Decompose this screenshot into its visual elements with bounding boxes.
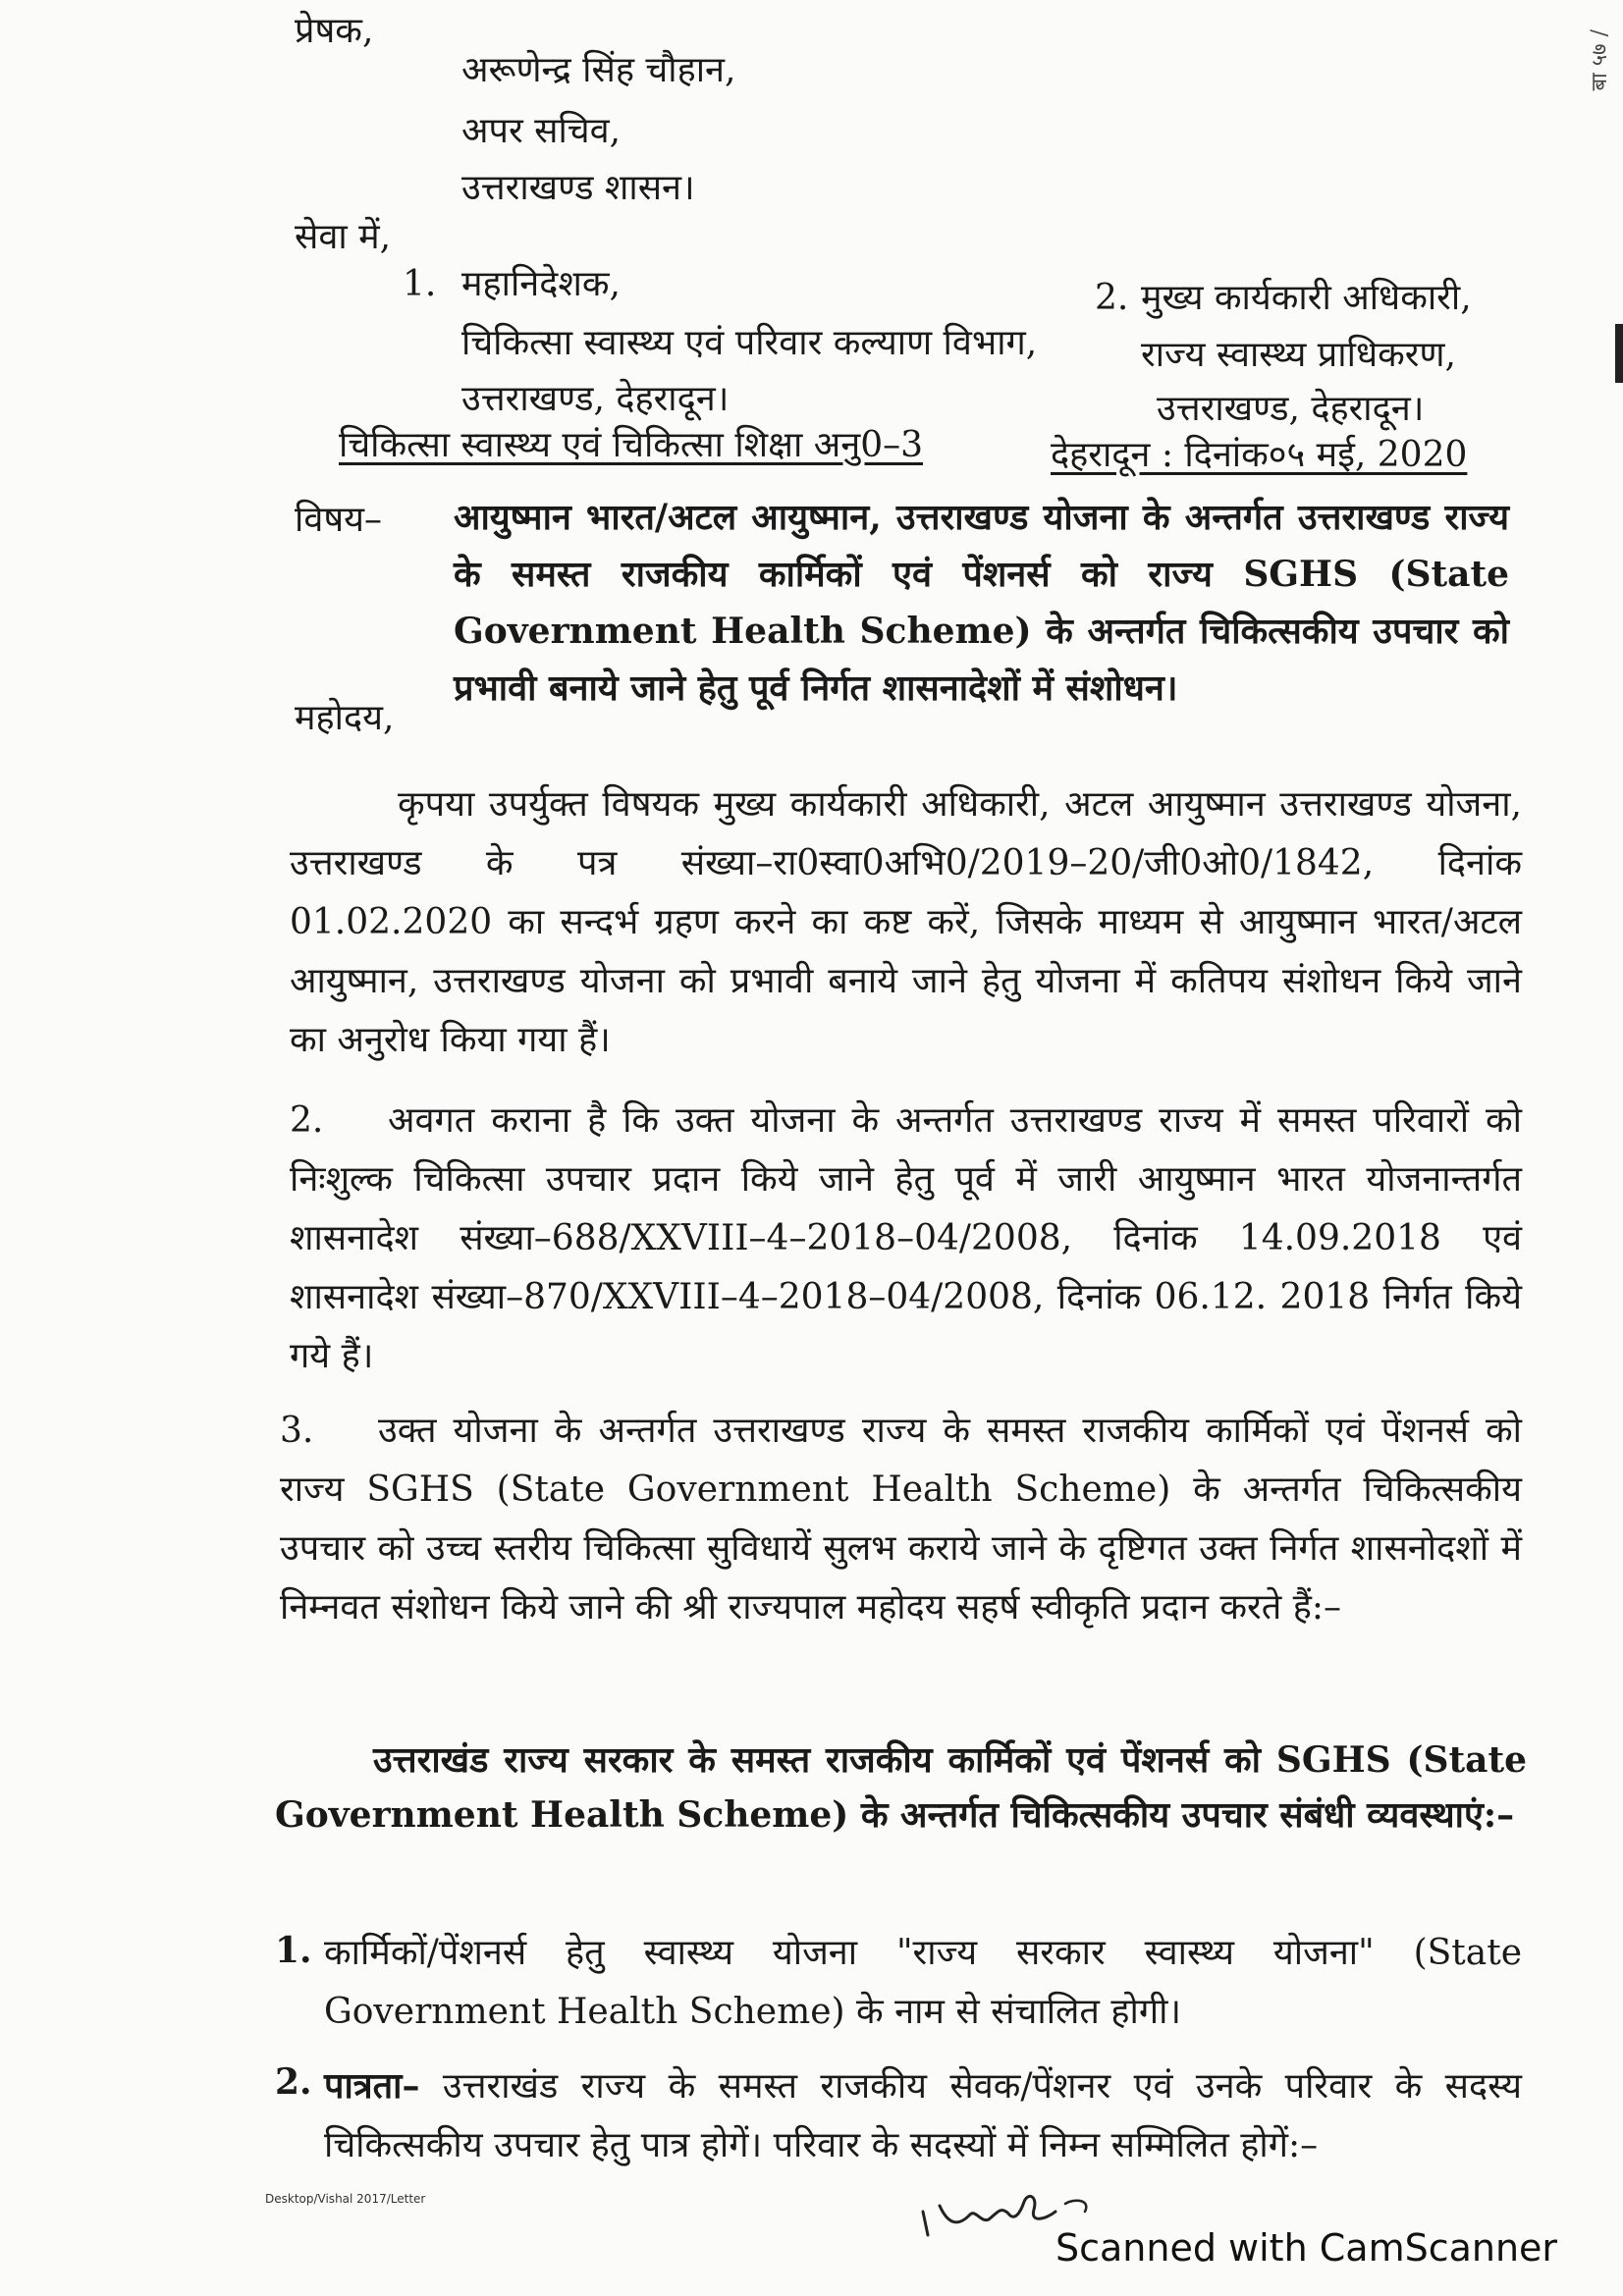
item-2-number: 2. bbox=[275, 2061, 312, 2103]
recipient-2-location: उत्तराखण्ड, देहरादून। bbox=[1157, 389, 1425, 429]
recipients-label: सेवा में, bbox=[295, 217, 392, 257]
paragraph-1 bbox=[290, 775, 1522, 1070]
arrangements-heading-text: उत्तराखंड राज्य सरकार के समस्त राजकीय कार्मिकों एवं पेंशनर्स को SGHS (State Government Health Scheme) के अन्तर्गत चिकित्सकीय उपचार संबंधी व्यवस्थाएं:– bbox=[275, 1739, 1527, 1836]
item-1-text: कार्मिकों/पेंशनर्स हेतु स्वास्थ्य योजना "राज्य सरकार स्वास्थ्य योजना" (State Government Health Scheme) के नाम से संचालित होगी। bbox=[324, 1933, 1522, 2032]
paragraph-3-number: 3. bbox=[280, 1411, 314, 1451]
date-line: देहरादून : दिनांक०५ मई, 2020 bbox=[1051, 435, 1468, 475]
margin-note: बा ५७ / bbox=[1588, 29, 1612, 91]
page-edge-mark bbox=[1615, 324, 1623, 383]
paragraph-1-text: कृपया उपर्युक्त विषयक मुख्य कार्यकारी अधिकारी, अटल आयुष्मान उत्तराखण्ड योजना, उत्तराखण्ड के पत्र संख्या–रा0स्वा0अभि0/2019–20/जी0ओ0/1842, दिनांक 01.02.2020 का सन्दर्भ ग्रहण करने का कष्ट करें, जिसके माध्यम से आयुष्मान भारत/अटल आयुष्मान, उत्तराखण्ड योजना को प्रभावी बनाये जाने हेतु योजना में कतिपय संशोधन किये जाने का अनुरोध किया गया हैं। bbox=[290, 784, 1522, 1060]
camscanner-watermark: Scanned with CamScanner bbox=[1055, 2226, 1558, 2269]
section-line: चिकित्सा स्वास्थ्य एवं चिकित्सा शिक्षा अनु0–3 bbox=[339, 425, 924, 465]
item-2-text: उत्तराखंड राज्य के समस्त राजकीय सेवक/पेंशनर एवं उनके परिवार के सदस्य चिकित्सकीय उपचार हेतु पात्र होगें। परिवार के सदस्यों में निम्न सम्मिलित होगें:– bbox=[324, 2066, 1522, 2165]
recipient-1-department: चिकित्सा स्वास्थ्य एवं परिवार कल्याण विभाग, bbox=[461, 323, 1038, 363]
salutation: महोदय, bbox=[295, 698, 395, 738]
footer-file-reference: Desktop/Vishal 2017/Letter bbox=[265, 2192, 426, 2206]
paragraph-2 bbox=[290, 1092, 1522, 1386]
sender-label: प्रेषक, bbox=[295, 11, 374, 51]
item-2 bbox=[324, 2056, 1522, 2175]
paragraph-3 bbox=[280, 1402, 1522, 1637]
paragraph-3-text: उक्त योजना के अन्तर्गत उत्तराखण्ड राज्य के समस्त राजकीय कार्मिकों एवं पेंशनर्स को राज्य SGHS (State Government Health Scheme) के अन्तर्गत चिकित्सकीय उपचार को उच्च स्तरीय चिकित्सा सुविधायें सुलभ कराये जाने के दृष्टिगत उक्त निर्गत शासनोदशों में निम्नवत संशोधन किये जाने की श्री राज्यपाल महोदय सहर्ष स्वीकृति प्रदान करते हैं:– bbox=[280, 1411, 1522, 1628]
sender-name: अरूणेन्द्र सिंह चौहान, bbox=[461, 50, 736, 90]
sender-office: उत्तराखण्ड शासन। bbox=[461, 168, 695, 208]
sender-designation: अपर सचिव, bbox=[461, 111, 622, 151]
recipient-1-location: उत्तराखण्ड, देहरादून। bbox=[461, 379, 730, 419]
recipient-2-title: मुख्य कार्यकारी अधिकारी, bbox=[1141, 278, 1472, 318]
recipient-2-authority: राज्य स्वास्थ्य प्राधिकरण, bbox=[1141, 335, 1456, 375]
item-1-number: 1. bbox=[275, 1930, 312, 1971]
subject-text: आयुष्मान भारत/अटल आयुष्मान, उत्तराखण्ड योजना के अन्तर्गत उत्तराखण्ड राज्य के समस्त राजकीय कार्मिकों एवं पेंशनर्स को राज्य SGHS (State Government Health Scheme) के अन्तर्गत चिकित्सकीय उपचार को प्रभावी बनाये जाने हेतु पूर्व निर्गत शासनादेशों में संशोधन। bbox=[454, 497, 1509, 709]
recipient-1-number: 1. bbox=[403, 264, 437, 304]
subject-label: विषय– bbox=[295, 500, 383, 540]
recipient-2-number: 2. bbox=[1095, 278, 1129, 318]
recipient-1-title: महानिदेशक, bbox=[461, 264, 621, 304]
arrangements-heading bbox=[275, 1733, 1527, 1842]
paragraph-2-number: 2. bbox=[290, 1100, 324, 1141]
item-2-label: पात्रता– bbox=[324, 2065, 420, 2107]
paragraph-2-text: अवगत कराना है कि उक्त योजना के अन्तर्गत उत्तराखण्ड राज्य में समस्त परिवारों को निःशुल्क चिकित्सा उपचार प्रदान किये जाने हेतु पूर्व में जारी आयुष्मान भारत योजनान्तर्गत शासनादेश संख्या–688/XXVIII–4–2018–04/2008, दिनांक 14.09.2018 एवं शासनादेश संख्या–870/XXVIII–4–2018–04/2008, दिनांक 06.12. 2018 निर्गत किये गये हैं। bbox=[290, 1100, 1522, 1376]
